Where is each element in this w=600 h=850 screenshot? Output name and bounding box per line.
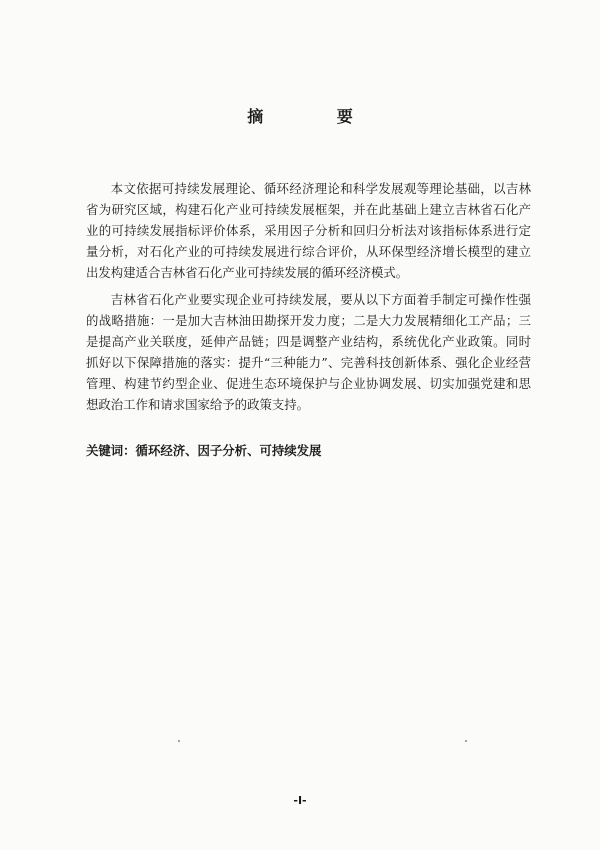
page-number: -I- [293,794,307,807]
abstract-body [86,178,531,421]
abstract-paragraph: 本文依据可持续发展理论、循环经济理论和科学发展观等理论基础，以吉林省为研究区域，构建石化产业可持续发展框架，并在此基础上建立吉林省石化产业的可持续发展指标评价体系，采用因子分析和回归分析法对该指标体系进行定量分析，对石化产业的可持续发展进行综合评价，从环保型经济增长模型的建立出发构建适合吉林省石化产业可持续发展的循环经济模式。 [86,181,531,280]
scan-speck [178,740,180,742]
scan-speck [465,740,467,742]
abstract-title: 摘 要 [247,107,387,126]
keywords-line: 关键词：循环经济、因子分析、可持续发展 [86,443,322,458]
abstract-paragraph: 吉林省石化产业要实现企业可持续发展，要从以下方面着手制定可操作性强的战略措施：一是加大吉林油田勘探开发力度；二是大力发展精细化工产品；三是提高产业关联度，延伸产品链；四是调整产业结构，系统优化产业政策。同时抓好以下保障措施的落实：提升“三种能力”、完善科技创新体系、强化企业经营管理、构建节约型企业、促进生态环境保护与企业协调发展、切实加强党建和思想政治工作和请求国家给予的政策支持。 [86,292,531,412]
